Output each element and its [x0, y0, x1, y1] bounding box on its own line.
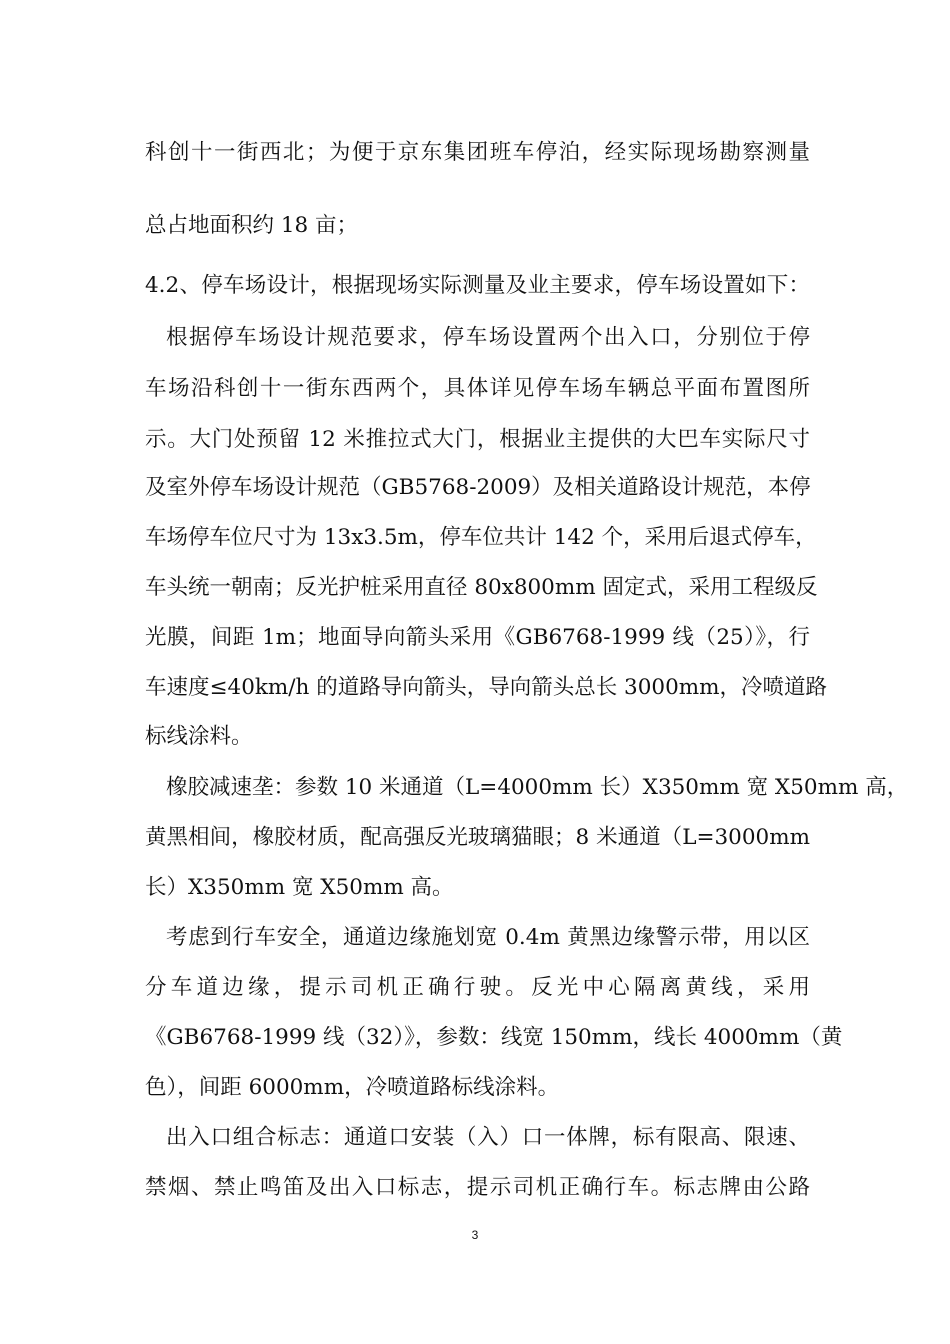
body-text-line: 禁烟、禁止鸣笛及出入口标志，提示司机正确行车。标志牌由公路 [145, 1175, 810, 1200]
body-text-line: 总占地面积约 18 亩； [145, 213, 359, 238]
page-number: 3 [471, 1228, 479, 1242]
body-text-line: 及室外停车场设计规范（GB5768-2009）及相关道路设计规范，本停 [145, 475, 811, 500]
body-text-line: 示。大门处预留 12 米推拉式大门，根据业主提供的大巴车实际尺寸 [145, 427, 810, 452]
body-text-line: 《GB6768-1999 线（32）》，参数：线宽 150mm，线长 4000mm（黄 [145, 1025, 843, 1050]
body-text-line: 科创十一街西北；为便于京东集团班车停泊，经实际现场勘察测量 [145, 140, 810, 165]
body-text-line: 考虑到行车安全，通道边缘施划宽 0.4m 黄黑边缘警示带，用以区 [166, 925, 810, 950]
body-text-line: 出入口组合标志：通道口安装（入）口一体牌，标有限高、限速、 [166, 1125, 810, 1150]
body-text-line: 车头统一朝南；反光护桩采用直径 80x800mm 固定式，采用工程级反 [145, 575, 818, 600]
body-text-line: 车场沿科创十一街东西两个，具体详见停车场车辆总平面布置图所 [145, 376, 810, 401]
body-text-line: 黄黑相间，橡胶材质，配高强反光玻璃猫眼；8 米通道（L=3000mm [145, 825, 810, 850]
body-text-line: 橡胶减速垄：参数 10 米通道（L=4000mm 长）X350mm 宽 X50mm 高， [166, 775, 909, 800]
body-text-line: 标线涂料。 [145, 724, 253, 749]
body-text-line: 色），间距 6000mm，冷喷道路标线涂料。 [145, 1075, 560, 1100]
body-text-line: 车场停车位尺寸为 13x3.5m，停车位共计 142 个，采用后退式停车， [145, 525, 817, 550]
body-text-line: 4.2、停车场设计，根据现场实际测量及业主要求，停车场设置如下： [145, 273, 810, 298]
body-text-line: 车速度≤40km/h 的道路导向箭头，导向箭头总长 3000mm，冷喷道路 [145, 675, 828, 700]
body-text-line: 光膜，间距 1m；地面导向箭头采用《GB6768-1999 线（25）》，行 [145, 625, 810, 650]
body-text-line: 分车道边缘，提示司机正确行驶。反光中心隔离黄线，采用 [145, 975, 810, 1000]
body-text-line: 根据停车场设计规范要求，停车场设置两个出入口，分别位于停 [166, 325, 810, 350]
body-text-line: 长）X350mm 宽 X50mm 高。 [145, 875, 454, 900]
